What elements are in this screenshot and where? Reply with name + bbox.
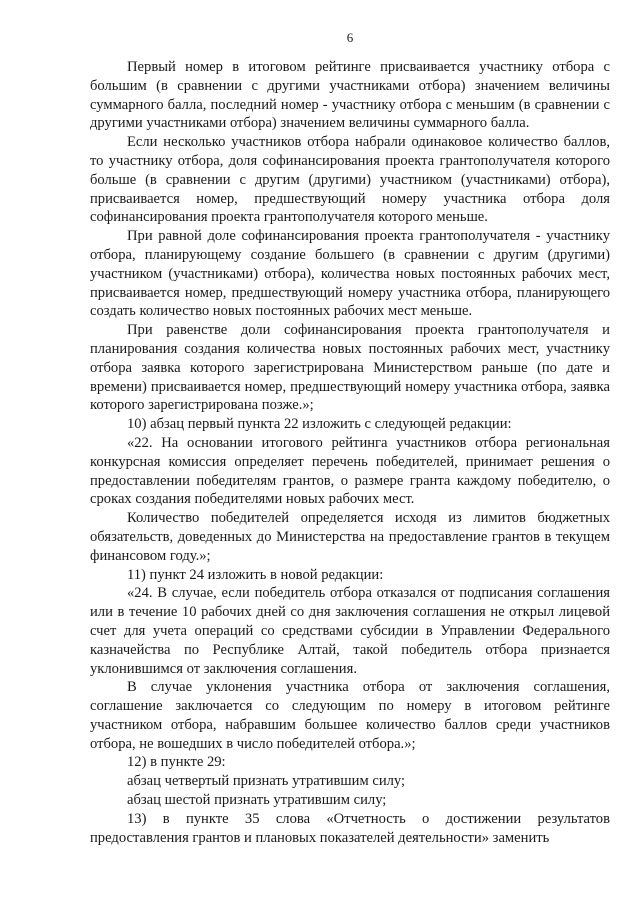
paragraph-sixth-abzac: абзац шестой признать утратившим силу; (127, 792, 387, 809)
paragraph-rating-first-number: Первый номер в итоговом рейтинге присваивается участнику отбора с большим (в сравнении с другими участниками отбора) значением величины суммарного балла, последний номер - участнику отбора с меньшим (в сравнении с другими участниками отбора) значением величины суммарного балла. (90, 59, 610, 132)
paragraph-equal-points: Если несколько участников отбора набрали одинаковое количество баллов, то участнику отбора, доля софинансирования проекта грантополучателя которого больше (в сравнении с другим (другими) участником (участниками) отбора), присваивается номер, предшествующий номеру участника отбора доля софинансирования проекта грантополучателя которого меньше. (90, 134, 610, 226)
paragraph-amendment-10: 10) абзац первый пункта 22 изложить с следующей редакции: (127, 416, 512, 433)
paragraph-equal-cofinancing: При равной доле софинансирования проекта грантополучателя - участнику отбора, планирующему создание большего (в сравнении с другим (другими) участником (участниками) отбора), количества новых постоянных рабочих мест, присваивается номер, предшествующий номеру участника отбора, планирующего создать количество новых постоянных рабочих мест меньше. (90, 228, 610, 320)
page-number: 6 (346, 30, 354, 45)
document-body (90, 58, 610, 847)
paragraph-winners-count: Количество победителей определяется исходя из лимитов бюджетных обязательств, доведенных до Министерства на предоставление грантов в текущем финансовом году.»; (90, 510, 610, 564)
paragraph-clause-22: «22. На основании итогового рейтинга участников отбора региональная конкурсная комиссия определяет перечень победителей, принимает решения о предоставлении победителям грантов, о размере гранта каждому победителю, о сроках создания победителями новых рабочих мест. (90, 434, 610, 508)
document-page (90, 0, 610, 905)
paragraph-amendment-13: 13) в пункте 35 слова «Отчетность о достижении результатов предоставления грантов и плановых показателей деятельности» заменить (90, 810, 610, 846)
paragraph-equal-cofinancing-and-jobs: При равенстве доли софинансирования проекта грантополучателя и планирования создания количества новых постоянных рабочих мест, участнику отбора заявка которого зарегистрирована Министерством раньше (по дате и времени) присваивается номер, предшествующий номеру участника отбора, заявка которого зарегистрирована позже.»; (90, 322, 610, 414)
paragraph-fourth-abzac: абзац четвертый признать утратившим силу; (127, 773, 406, 790)
paragraph-evasion: В случае уклонения участника отбора от заключения соглашения, соглашение заключается со следующим по номеру в итоговом рейтинге участником отбора, набравшим большее количество баллов среди участников отбора, не вошедших в число победителей отбора.»; (90, 679, 610, 752)
paragraph-clause-24: «24. В случае, если победитель отбора отказался от подписания соглашения или в течение 10 рабочих дней со дня заключения соглашения не открыл лицевой счет для учета операций со средствами субсидии в Управлении Федерального казначейства по Республике Алтай, такой победитель отбора признается уклонившимся от заключения соглашения. (90, 585, 610, 677)
paragraph-amendment-12: 12) в пункте 29: (127, 754, 226, 771)
paragraph-amendment-11: 11) пункт 24 изложить в новой редакции: (127, 566, 384, 583)
